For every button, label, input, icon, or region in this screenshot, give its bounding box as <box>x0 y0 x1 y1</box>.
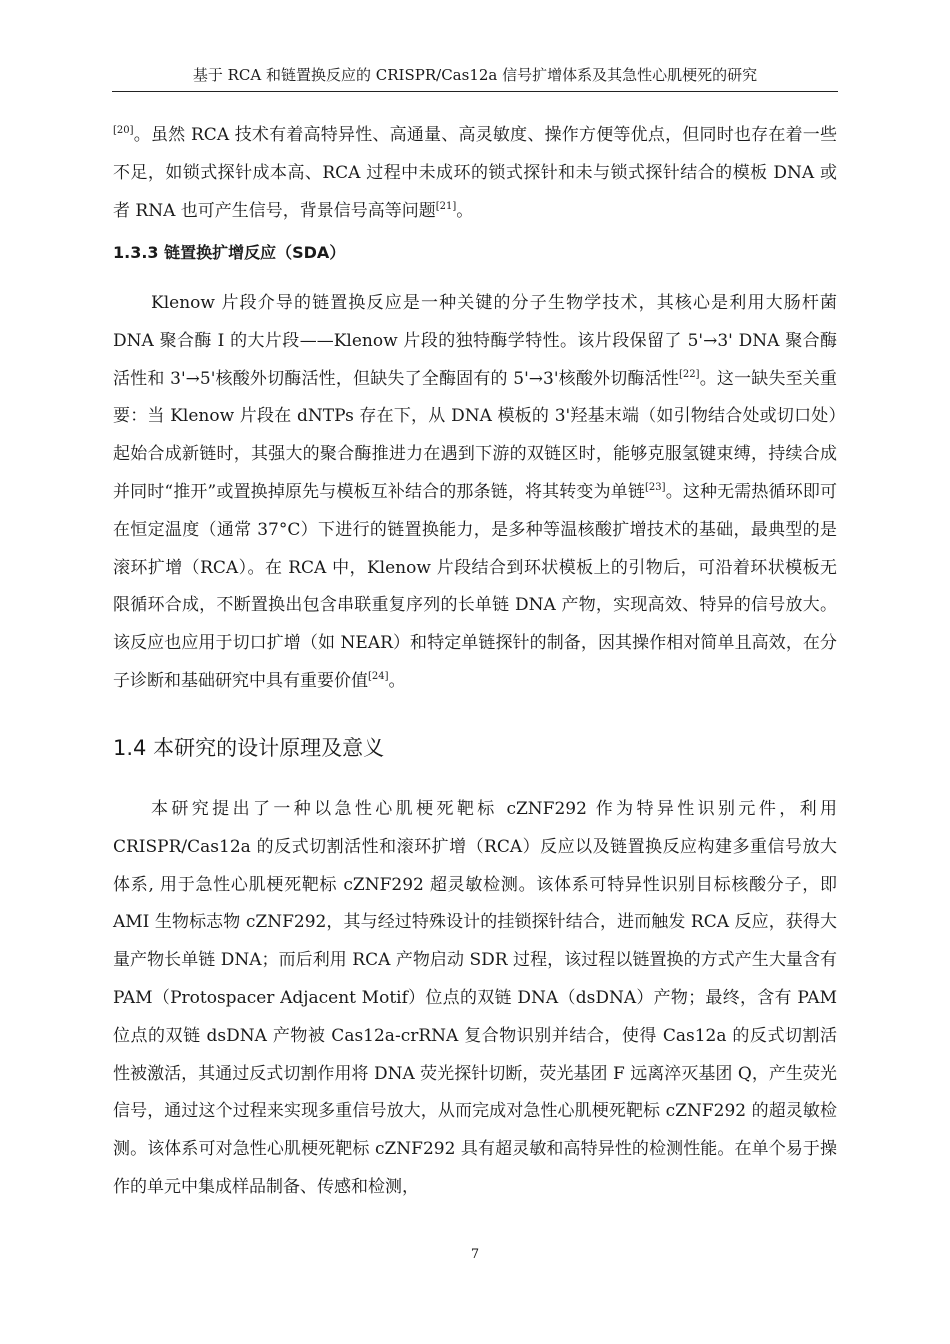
paragraph-text: 。这种无需热循环即可在恒定温度（通常 37°C）下进行的链置换能力，是多种等温核酸扩增技术的基础，最典型的是滚环扩增（RCA）。在 RCA 中，Klenow 片段结合到环状模板上的引物后，可沿着环状模板无限循环合成，不断置换出包含串联重复序列的长单链 DNA 产物，实现高效、特异的信号放大。该反应也应用于切口扩增（如 NEAR）和特定单链探针的制备，因其操作相对简单且高效，在分子诊断和基础研究中具有重要价值 <box>113 481 837 691</box>
section-heading-1-3-3: 1.3.3 链置换扩增反应（SDA） <box>113 243 346 262</box>
section-heading-1-4: 1.4 本研究的设计原理及意义 <box>113 736 385 760</box>
running-header: 基于 RCA 和链置换反应的 CRISPR/Cas12a 信号扩增体系及其急性心肌梗死的研究 <box>192 66 758 84</box>
paragraph-klenow-sda <box>113 285 837 701</box>
paragraph-rca-limitations <box>113 117 837 230</box>
paragraph-design-principle: 本研究提出了一种以急性心肌梗死靶标 cZNF292 作为特异性识别元件，利用 CRISPR/Cas12a 的反式切割活性和滚环扩增（RCA）反应以及链置换反应构建多重信号放大体系, 用于急性心肌梗死靶标 cZNF292 超灵敏检测。该体系可特异性识别目标核酸分子，即 AMI 生物标志物 cZNF292，其与经过特殊设计的挂锁探针结合，进而触发 RCA 反应，获得大量产物长单链 DNA；而后利用 RCA 产物启动 SDR 过程，该过程以链置换的方式产生大量含有 PAM（Protospacer Adjacent Motif）位点的双链 DNA（dsDNA）产物；最终，含有 PAM 位点的双链 dsDNA 产物被 Cas12a-crRNA 复合物识别并结合，使得 Cas12a 的反式切割活性被激活，其通过反式切割作用将 DNA 荧光探针切断，荧光基团 F 远离淬灭基团 Q，产生荧光信号，通过这个过程来实现多重信号放大，从而完成对急性心肌梗死靶标 cZNF292 的超灵敏检测。该体系可对急性心肌梗死靶标 cZNF292 具有超灵敏和高特异性的检测性能。在单个易于操作的单元中集成样品制备、传感和检测， <box>113 799 837 1197</box>
citation-24: [24] <box>368 670 389 682</box>
header-rule <box>112 91 838 92</box>
citation-20: [20] <box>113 125 134 136</box>
citation-23: [23] <box>645 481 666 493</box>
page-number: 7 <box>470 1247 480 1262</box>
paragraph-text: 。 <box>388 670 406 691</box>
citation-22: [22] <box>678 368 700 380</box>
paragraph-text: 。这一缺失至关重要：当 Klenow 片段在 dNTPs 存在下，从 DNA 模板的 3'羟基末端（如引物结合处或切口处）起始合成新链时，其强大的聚合酶推进力在遇到下游的双链区时，能够克服氢键束缚，持续合成并同时“推开”或置换掉原先与模板互补结合的那条链，将其转变为单链 <box>113 368 837 502</box>
paragraph-text: Klenow 片段介导的链置换反应是一种关键的分子生物学技术，其核心是利用大肠杆菌 DNA 聚合酶 I 的大片段——Klenow 片段的独特酶学特性。该片段保留了 5'→3' DNA 聚合酶活性和 3'→5'核酸外切酶活性，但缺失了全酶固有的 5'→3'核酸外切酶活性 <box>113 293 837 389</box>
paragraph-text: 。虽然 RCA 技术有着高特异性、高通量、高灵敏度、操作方便等优点，但同时也存在着一些不足，如锁式探针成本高、RCA 过程中未成环的锁式探针和未与锁式探针结合的模板 DNA 或者 RNA 也可产生信号，背景信号高等问题 <box>113 125 837 221</box>
citation-21: [21] <box>435 200 457 212</box>
paragraph-text: 。 <box>456 200 474 221</box>
